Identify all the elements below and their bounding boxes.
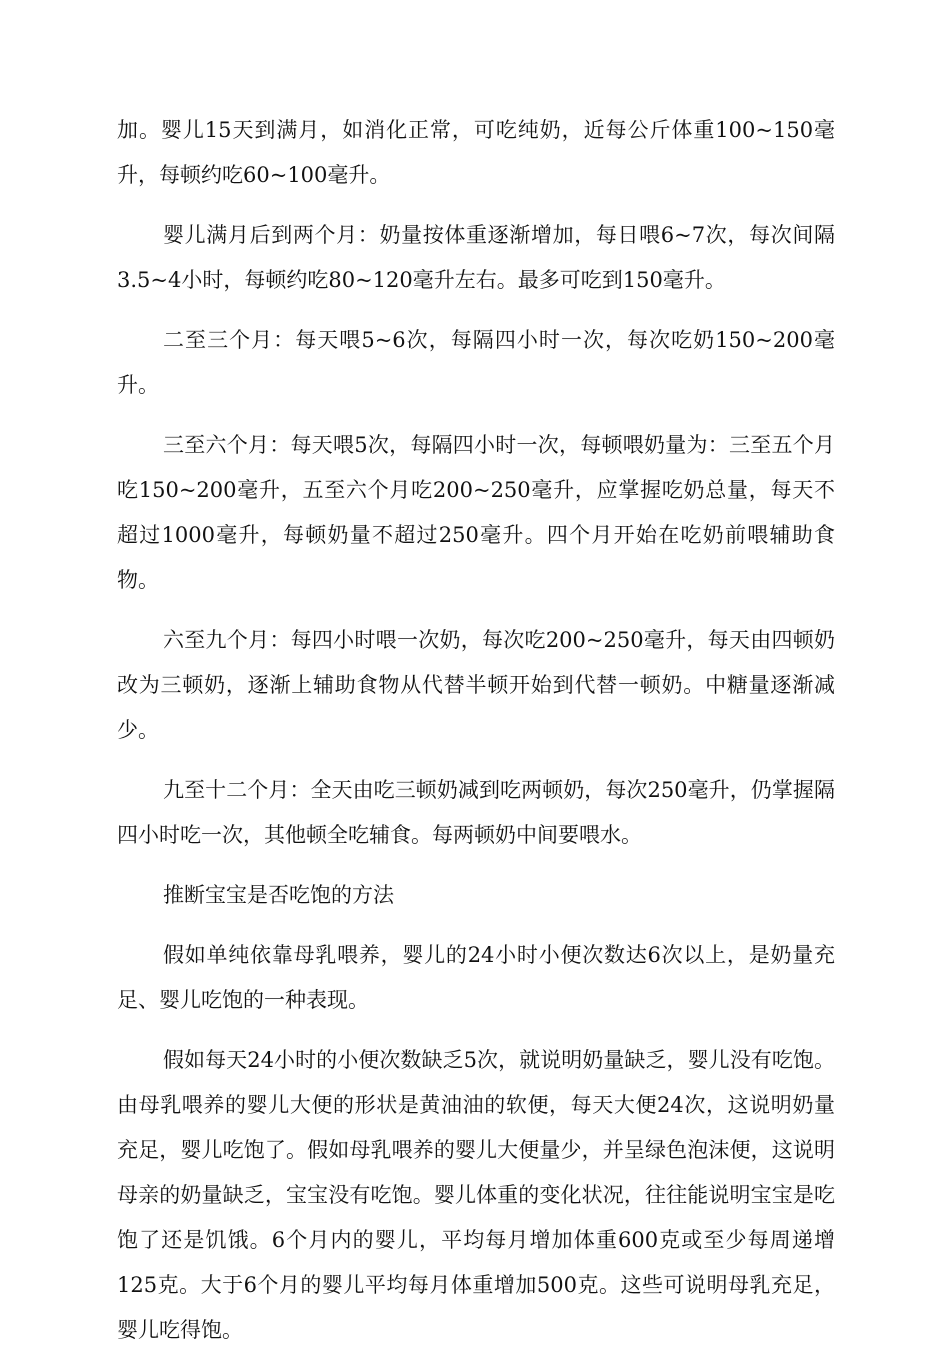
paragraph-nine-to-twelve-months: 九至十二个月：全天由吃三顿奶减到吃两顿奶，每次250毫升，仍掌握隔四小时吃一次，其他顿全吃辅食。每两顿奶中间要喂水。 [117, 778, 835, 847]
paragraph-two-to-three-months: 二至三个月：每天喂5~6次，每隔四小时一次，每次吃奶150~200毫升。 [117, 328, 835, 397]
section-heading-fullness: 推断宝宝是否吃饱的方法 [163, 883, 394, 907]
paragraph-continuation: 加。婴儿15天到满月，如消化正常，可吃纯奶，近每公斤体重100~150毫升，每顿约吃60~100毫升。 [117, 118, 835, 187]
paragraph-stool-and-weight: 假如每天24小时的小便次数缺乏5次，就说明奶量缺乏，婴儿没有吃饱。由母乳喂养的婴儿大便的形状是黄油油的软便，每天大便24次，这说明奶量充足，婴儿吃饱了。假如母乳喂养的婴儿大便量少，并呈绿色泡沫便，这说明母亲的奶量缺乏，宝宝没有吃饱。婴儿体重的变化状况，往往能说明宝宝是吃饱了还是饥饿。6个月内的婴儿，平均每月增加体重600克或至少每周递增125克。大于6个月的婴儿平均每月体重增加500克。这些可说明母乳充足，婴儿吃得饱。 [117, 1048, 835, 1342]
paragraph-urination-count: 假如单纯依靠母乳喂养，婴儿的24小时小便次数达6次以上，是奶量充足、婴儿吃饱的一种表现。 [117, 943, 835, 1012]
document-body [117, 108, 835, 1368]
paragraph-three-to-six-months: 三至六个月：每天喂5次，每隔四小时一次，每顿喂奶量为：三至五个月吃150~200毫升，五至六个月吃200~250毫升，应掌握吃奶总量，每天不超过1000毫升，每顿奶量不超过250毫升。四个月开始在吃奶前喂辅助食物。 [117, 433, 835, 592]
paragraph-one-to-two-months: 婴儿满月后到两个月：奶量按体重逐渐增加，每日喂6~7次，每次间隔3.5~4小时，每顿约吃80~120毫升左右。最多可吃到150毫升。 [117, 223, 835, 292]
paragraph-six-to-nine-months: 六至九个月：每四小时喂一次奶，每次吃200~250毫升，每天由四顿奶改为三顿奶，逐渐上辅助食物从代替半顿开始到代替一顿奶。中糖量逐渐减少。 [117, 628, 835, 742]
